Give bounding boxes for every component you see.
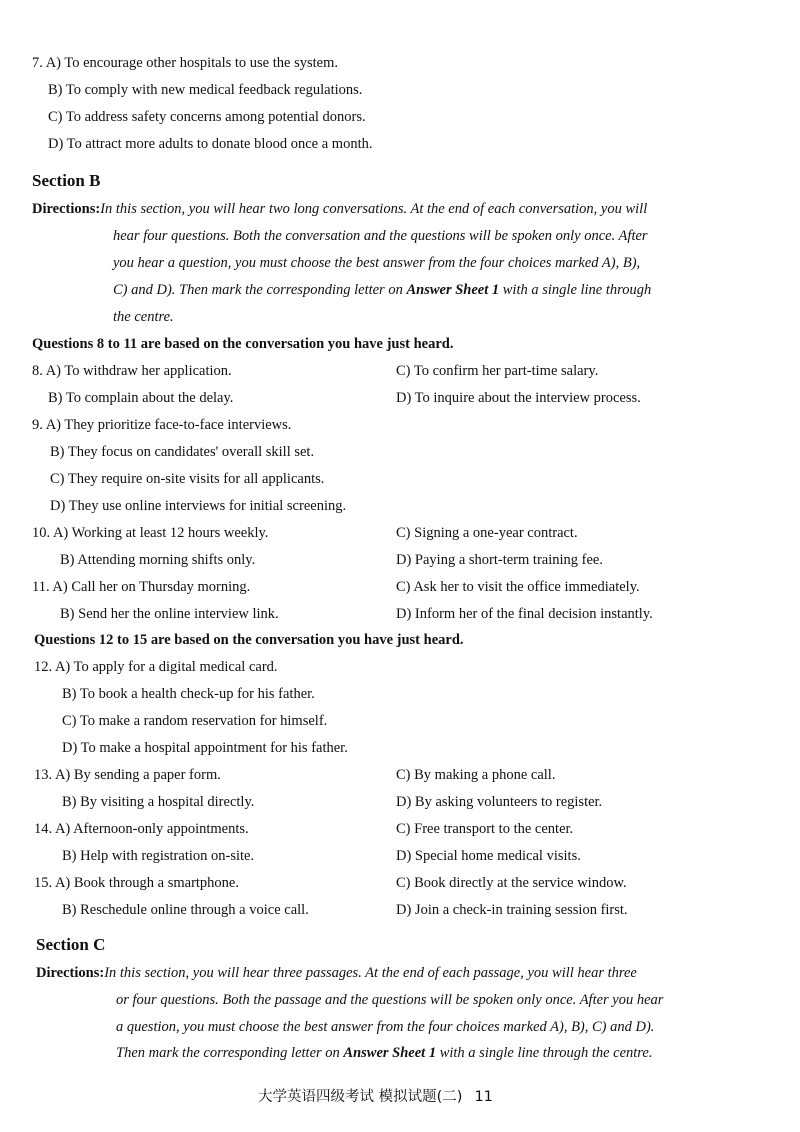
section-c-directions-line2: or four questions. Both the passage and the questions will be spoken only once. After you hear (116, 992, 664, 1008)
section-b-title: Section B (32, 171, 101, 190)
q15-option-c: C) Book directly at the service window. (396, 875, 627, 891)
q12-option-d: D) To make a hospital appointment for his father. (62, 740, 348, 756)
q11-option-c: C) Ask her to visit the office immediately. (396, 579, 640, 595)
q8-option-b: B) To complain about the delay. (48, 390, 234, 406)
answer-sheet-ref: Answer Sheet 1 (406, 282, 500, 298)
q10-option-a: 10. A) Working at least 12 hours weekly. (32, 525, 269, 541)
q10-option-b: B) Attending morning shifts only. (60, 552, 256, 568)
q14-option-c: C) Free transport to the center. (396, 821, 574, 837)
q12-option-c: C) To make a random reservation for himself. (62, 713, 328, 729)
q7-option-a: 7. A) To encourage other hospitals to use the system. (32, 55, 338, 71)
q9-option-a: 9. A) They prioritize face-to-face interviews. (32, 417, 292, 433)
section-b-directions-line2: hear four questions. Both the conversation and the questions will be spoken only once. After (113, 228, 648, 244)
section-c-directions-line4: Then mark the corresponding letter on Answer Sheet 1 with a single line through the centre. (116, 1045, 653, 1061)
q13-option-d: D) By asking volunteers to register. (396, 794, 603, 810)
q14-option-d: D) Special home medical visits. (396, 848, 581, 864)
question-group-heading: Questions 8 to 11 are based on the conversation you have just heard. (32, 336, 454, 352)
page-footer (258, 1085, 493, 1106)
q7-option-c: C) To address safety concerns among potential donors. (48, 109, 366, 125)
q9-option-d: D) They use online interviews for initial screening. (50, 498, 347, 514)
section-c-directions-line3: a question, you must choose the best answer from the four choices marked A), B), C) and D). (116, 1019, 655, 1035)
answer-sheet-ref: Answer Sheet 1 (343, 1045, 437, 1061)
q8-option-d: D) To inquire about the interview process. (396, 390, 641, 406)
q14-option-a: 14. A) Afternoon-only appointments. (34, 821, 249, 837)
q15-option-a: 15. A) Book through a smartphone. (34, 875, 239, 891)
question-group-heading: Questions 12 to 15 are based on the conversation you have just heard. (34, 632, 464, 648)
section-c-title: Section C (36, 935, 106, 954)
section-b-directions-line4: C) and D). Then mark the corresponding letter on Answer Sheet 1 with a single line through (113, 282, 652, 298)
q7-option-b: B) To comply with new medical feedback regulations. (48, 82, 363, 98)
footer-title: 大学英语四级考试 模拟试题(二) (258, 1089, 463, 1105)
q11-option-b: B) Send her the online interview link. (60, 606, 279, 622)
q15-option-d: D) Join a check-in training session first. (396, 902, 628, 918)
q10-option-d: D) Paying a short-term training fee. (396, 552, 603, 568)
q8-option-c: C) To confirm her part-time salary. (396, 363, 599, 379)
q7-option-d: D) To attract more adults to donate blood once a month. (48, 136, 373, 152)
q14-option-b: B) Help with registration on-site. (62, 848, 255, 864)
q11-option-a: 11. A) Call her on Thursday morning. (32, 579, 251, 595)
section-b-directions-line5: the centre. (113, 309, 174, 325)
section-c-directions-line1: Directions:In this section, you will hear three passages. At the end of each passage, you will hear three (36, 965, 637, 981)
q12-option-a: 12. A) To apply for a digital medical card. (34, 659, 278, 675)
q13-option-a: 13. A) By sending a paper form. (34, 767, 221, 783)
q12-option-b: B) To book a health check-up for his father. (62, 686, 315, 702)
q10-option-c: C) Signing a one-year contract. (396, 525, 578, 541)
q8-option-a: 8. A) To withdraw her application. (32, 363, 232, 379)
q13-option-c: C) By making a phone call. (396, 767, 556, 783)
section-b-directions-line3: you hear a question, you must choose the best answer from the four choices marked A), B), (113, 255, 641, 271)
directions-label: Directions: (36, 965, 105, 981)
q13-option-b: B) By visiting a hospital directly. (62, 794, 255, 810)
q9-option-c: C) They require on-site visits for all applicants. (50, 471, 325, 487)
page-number: 11 (474, 1089, 493, 1105)
q9-option-b: B) They focus on candidates' overall skill set. (50, 444, 315, 460)
section-b-directions-line1: Directions:In this section, you will hear two long conversations. At the end of each conversation, you will (32, 201, 648, 217)
q15-option-b: B) Reschedule online through a voice call. (62, 902, 309, 918)
q11-option-d: D) Inform her of the final decision instantly. (396, 606, 653, 622)
directions-label: Directions: (32, 201, 101, 217)
